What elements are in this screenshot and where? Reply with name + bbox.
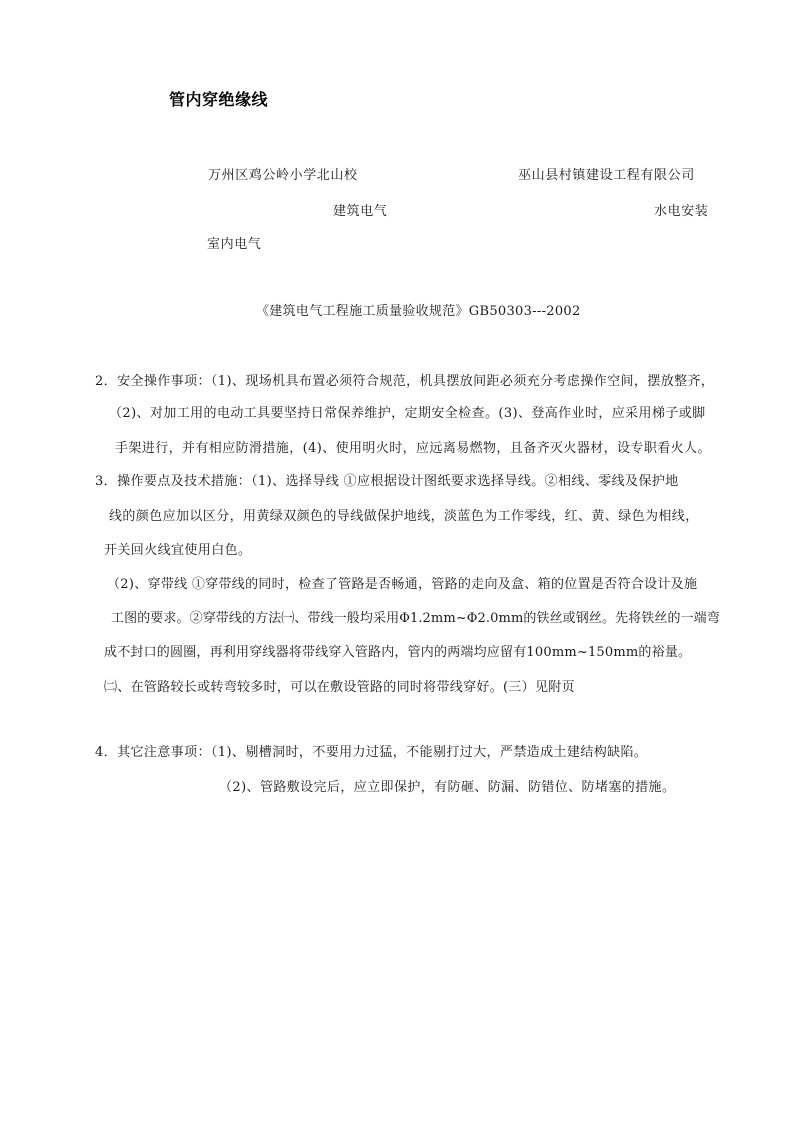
section2-line1: 2．安全操作事项：（1)、现场机具布置必须符合规范，机具摆放间距必须充分考虑操作空间，摆放整齐，: [95, 374, 715, 389]
section3-line6: 成不封口的圆圈，再利用穿线器将带线穿入管路内，管内的两端均应留有100mm~150mm的裕量。: [104, 645, 692, 660]
section3-line2: 线的颜色应加以区分，用黄绿双颜色的导线做保护地线，淡蓝色为工作零线，红、黄、绿色为相线，: [109, 509, 699, 524]
company-name: 巫山县村镇建设工程有限公司: [518, 168, 695, 183]
section3-line3: 开关回火线宜使用白色。: [104, 543, 252, 558]
section3-line4: （2)、穿带线 ①穿带线的同时，检查了管路是否畅通，管路的走向及盒、箱的位置是否符合设计及施: [107, 577, 698, 592]
subdivision-name: 水电安装: [654, 204, 709, 219]
section3-line5: 工图的要求。②穿带线的方法㈠、带线一般均采用Φ1.2mm~Φ2.0mm的铁丝或钢丝。先将铁丝的一端弯: [111, 611, 720, 626]
section2-line3: 手架进行，并有相应防滑措施，(4)、使用明火时，应远离易燃物，且备齐灭火器材，设专职看火人。: [115, 441, 711, 456]
project-name: 万州区鸡公岭小学北山校: [208, 168, 358, 183]
division-name: 建筑电气: [333, 204, 388, 219]
section4-line1: 4．其它注意事项：（1)、剔槽洞时，不要用力过猛，不能剔打过大，严禁造成土建结构缺陷。: [95, 745, 648, 760]
standard-reference: 《建筑电气工程施工质量验收规范》GB50303---2002: [256, 304, 581, 319]
section2-line2: （2)、对加工用的电动工具要坚持日常保养维护，定期安全检查。(3)、登高作业时，应采用梯子或脚: [109, 406, 706, 421]
document-title: 管内穿绝缘线: [169, 90, 269, 109]
section3-line1: 3．操作要点及技术措施：（1)、选择导线 ①应根据设计图纸要求选择导线。②相线、零线及保护地: [95, 474, 679, 489]
section4-line2: （2)、管路敷设完后，应立即保护，有防砸、防漏、防错位、防堵塞的措施。: [219, 780, 676, 795]
item-name: 室内电气: [207, 237, 262, 252]
section3-line7: ㈡、在管路较长或转弯较多时，可以在敷设管路的同时将带线穿好。(三）见附页: [104, 680, 575, 695]
